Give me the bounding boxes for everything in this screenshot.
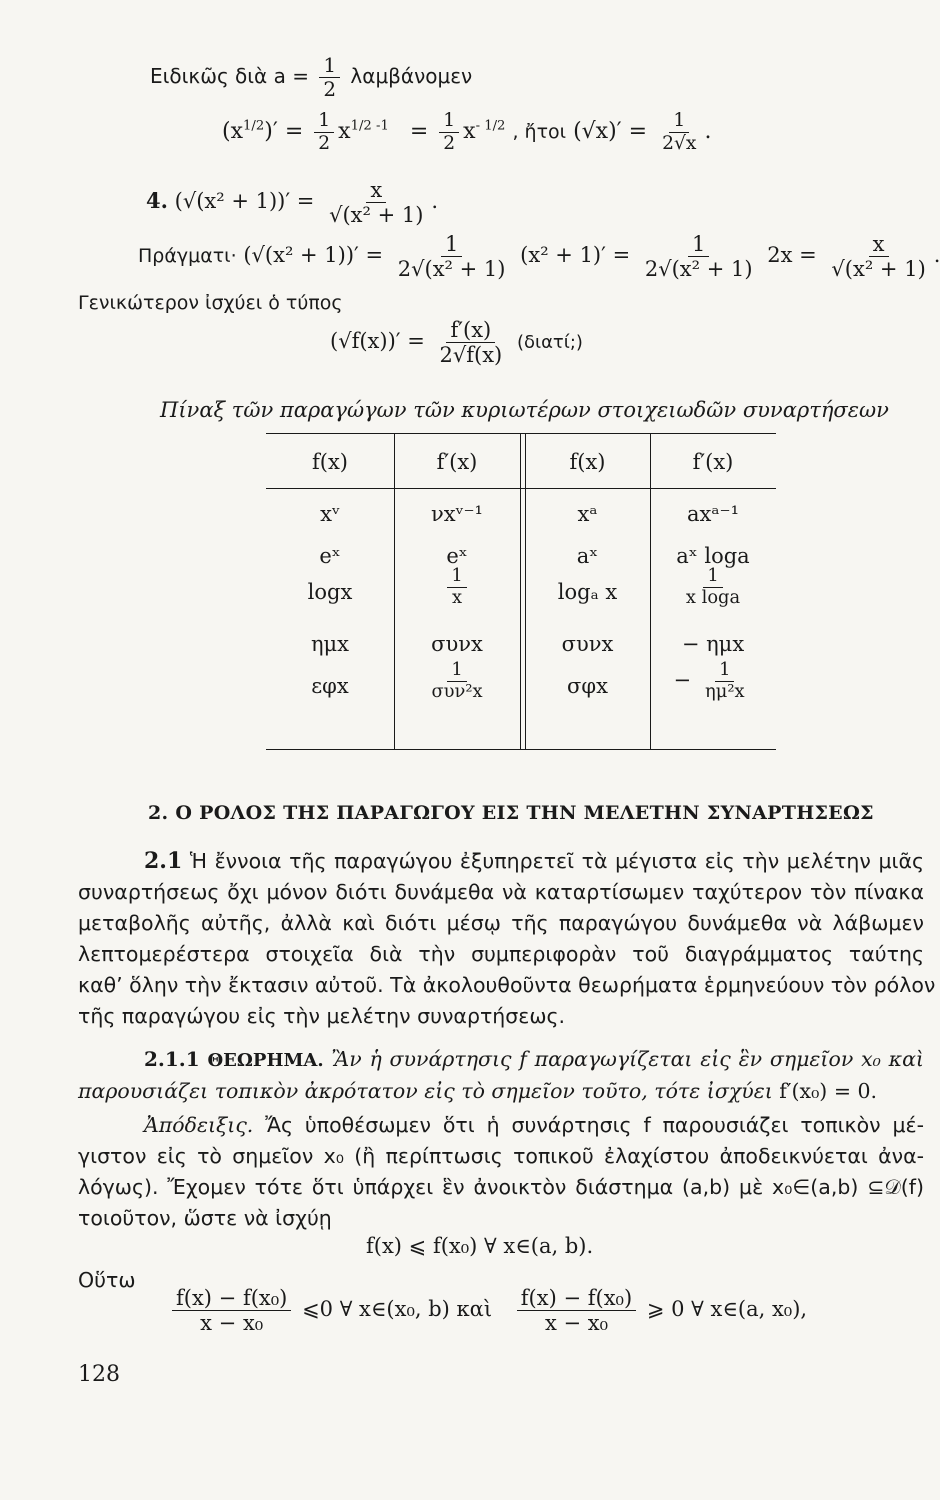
outo-label: Οὕτω: [78, 1268, 136, 1292]
general-text: Γενικώτερον ἰσχύει ὁ τύπος: [78, 292, 343, 314]
table-cell: $\frac{1}{x}$: [394, 566, 520, 608]
paragraph-2-1: 2.1 Ἡ ἔννοια τῆς παραγώγου ἐξυπηρετεῖ τὰ μέγιστα εἰς τὴν μελέτην μιᾶς συναρτήσεως ὄχι μόνον διότι δυνάμεθα νὰ καταρτίσωμεν ταχύτερον τὸν πίνακα μεταβολῆς αὐτῆς, ἀλλὰ καὶ διότι μέσῳ τῆς παραγώγου δυνάμεθα νὰ λάβωμεν λεπτομερέστερα στοιχεῖα διὰ τὴν συμπεριφορὰν τοῦ διαγράμματος ταύτης καθ’ ὅλην τὴν ἔκτασιν αὐτοῦ. Τὰ ἀκολουθοῦντα θεωρήματα ἑρμηνεύουν τὸν ρόλον τῆς παραγώγου εἰς τὴν μελέτην συναρτήσεως.: [78, 848, 936, 1028]
table-cell: ημx: [310, 632, 350, 656]
table-cell: eˣ: [446, 544, 468, 568]
equation-4: 4. (√(x² + 1))′ = $\frac{x}{\text{√(x² + 1)}}$ .: [146, 178, 439, 228]
table-cell: xᵃ: [577, 502, 598, 526]
table-cell: συνx: [431, 632, 483, 656]
table-header: f′(x): [436, 450, 478, 474]
proof-inequality: f(x) ⩽ f(x₀) ∀ x∈(a, b).: [366, 1234, 594, 1258]
table-cell: aˣ loga: [676, 544, 750, 568]
table-cell: logx: [307, 580, 353, 604]
table-cell: νxᵛ⁻¹: [431, 502, 483, 526]
pragmati-equation: Πράγματι· (√(x² + 1))′ = $\frac{1}{\text{2√(x² + 1)}}$ (x² + 1)′ = $\frac{1}{\text{2√(x² + 1)}}$ 2x = $\frac{x}{\text{√(x² + 1)}}$ .: [138, 232, 940, 282]
proof: Ἀπόδειξις. Ἄς ὑποθέσωμεν ὅτι ἡ συνάρτησις f παρουσιάζει τοπικὸν μέ- γιστον εἰς τὸ σημεῖον x₀ (ἢ περίπτωσις τοπικοῦ ἐλαχίστου ἀποδεικνύεται ἀνα- λόγως). Ἔχομεν τότε ὅτι ὑπάρχει ἓν ἀνοικτὸν διάστημα (a,b) μὲ x₀∈(a,b) ⊆𝒟(f) τοιοῦτον, ὥστε νὰ ἰσχύῃ: [78, 1113, 924, 1230]
table-header: f′(x): [692, 450, 734, 474]
intro-tail: λαμβάνομεν: [350, 64, 473, 88]
table-cell: − $\frac{1}{\text{ημ²x}}$: [673, 659, 745, 702]
general-formula: (√f(x))′ = $\frac{f'(x)}{2√f(x)}$ (διατί;): [330, 318, 583, 368]
intro-text: Ειδικῶς διὰ a =: [150, 64, 309, 88]
table-cell: συνx: [561, 632, 614, 656]
table-cell: εφx: [311, 674, 349, 698]
intro-fraction: $\frac{1}{2}$: [319, 54, 340, 101]
theorem-2-1-1: 2.1.1 ΘΕΩΡΗΜΑ. Ἂν ἡ συνάρτησις f παραγωγίζεται εἰς ἓν σημεῖον x₀ καὶ παρουσιάζει τοπικὸν ἀκρότατον εἰς τὸ σημεῖον τοῦτο, τότε ἰσχύει f′(x₀) = 0.: [78, 1047, 924, 1103]
table-cell: $\frac{1}{\text{x loga}}$: [685, 565, 741, 608]
table-cell: σφx: [567, 674, 608, 698]
table-cell: − ημx: [681, 632, 745, 656]
table-cell: axᵃ⁻¹: [687, 502, 739, 526]
outo-inequalities: $\frac{\text{f(x) − f(x₀)}}{\text{x − x₀}}$ ⩽0 ∀ x∈(x₀, b) καὶ $\frac{\text{f(x) − f(x₀)}}{\text{x − x₀}}$ ⩾ 0 ∀ x∈(a, x₀),: [168, 1286, 807, 1335]
table-cell: eˣ: [319, 544, 341, 568]
table-cell: aˣ: [576, 544, 599, 568]
table-header: f(x): [569, 450, 606, 474]
sqrt-derivative-equation: $(x^{1/2})'$ = $\frac{1}{2}$ $x^{1/2 -1}$ = $\frac{1}{2}$ $x^{- 1/2}$ , ἤτοι (√x)′ = $\frac{1}{2√x}$ .: [222, 110, 712, 154]
table-header: f(x): [311, 450, 348, 474]
derivatives-table: [266, 433, 776, 750]
page-number: 128: [78, 1362, 120, 1387]
table-cell: logₐ x: [557, 580, 618, 604]
table-cell: xᵛ: [320, 502, 340, 526]
section-title: 2. Ο ΡΟΛΟΣ ΤΗΣ ΠΑΡΑΓΩΓΟΥ ΕΙΣ ΤΗΝ ΜΕΛΕΤΗΝ ΣΥΝΑΡΤΗΣΕΩΣ: [148, 802, 874, 824]
intro-line: [150, 54, 472, 101]
table-cell: $\frac{1}{\text{συν²x}}$: [431, 659, 483, 702]
table-title: Πίναξ τῶν παραγώγων τῶν κυριωτέρων στοιχειωδῶν συναρτήσεων: [160, 398, 889, 422]
